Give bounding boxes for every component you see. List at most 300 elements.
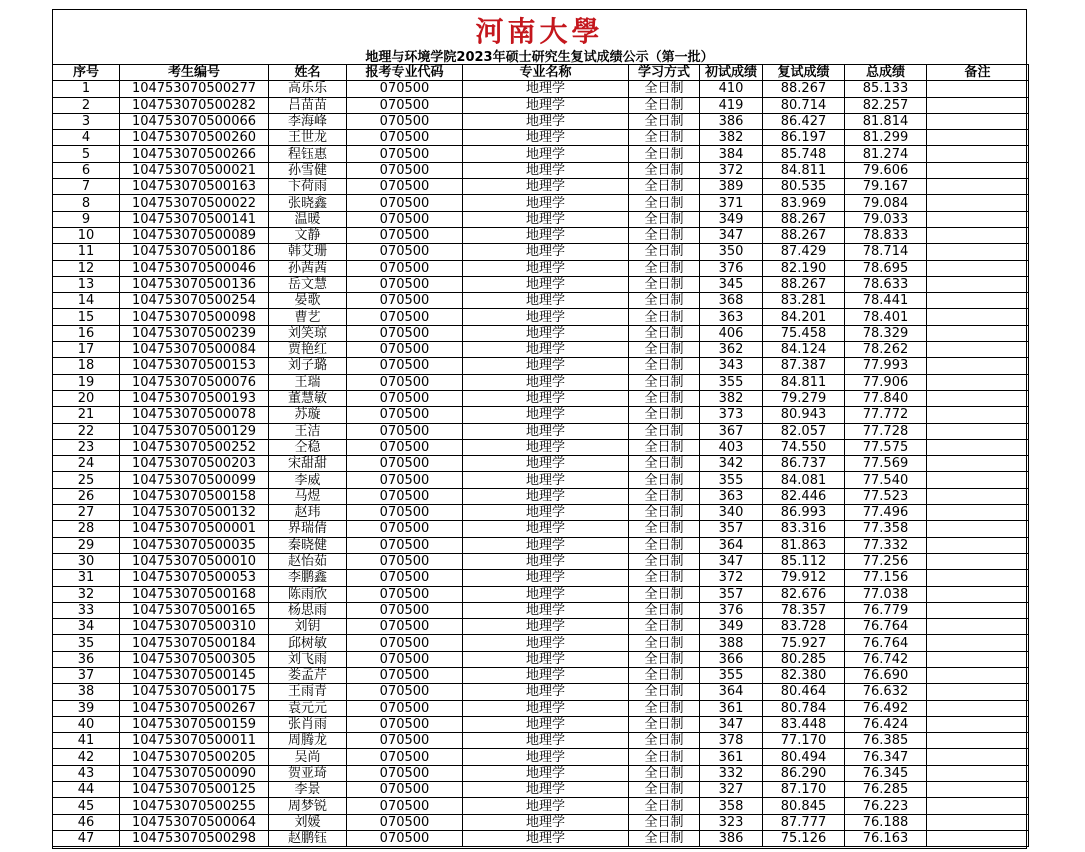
- cell-name: 王瑞: [269, 374, 347, 390]
- cell-candidate-id: 104753070500153: [120, 358, 269, 374]
- cell-retest-score: 84.811: [763, 162, 845, 178]
- cell-major-code: 070500: [347, 358, 463, 374]
- cell-major-name: 地理学: [463, 374, 629, 390]
- cell-name: 刘子璐: [269, 358, 347, 374]
- cell-study-mode: 全日制: [629, 749, 700, 765]
- cell-total-score: 78.262: [845, 342, 927, 358]
- cell-prelim-score: 342: [700, 456, 763, 472]
- table-row: [53, 586, 1029, 602]
- cell-candidate-id: 104753070500305: [120, 651, 269, 667]
- cell-candidate-id: 104753070500260: [120, 130, 269, 146]
- cell-total-score: 79.167: [845, 179, 927, 195]
- cell-total-score: 78.329: [845, 325, 927, 341]
- cell-major-code: 070500: [347, 456, 463, 472]
- cell-total-score: 76.424: [845, 716, 927, 732]
- cell-retest-score: 82.190: [763, 260, 845, 276]
- cell-total-score: 76.223: [845, 798, 927, 814]
- cell-retest-score: 84.081: [763, 472, 845, 488]
- cell-remarks: [927, 505, 1029, 521]
- cell-name: 吕苗苗: [269, 97, 347, 113]
- cell-prelim-score: 347: [700, 716, 763, 732]
- cell-remarks: [927, 276, 1029, 292]
- cell-major-name: 地理学: [463, 130, 629, 146]
- table-row: [53, 602, 1029, 618]
- cell-candidate-id: 104753070500310: [120, 619, 269, 635]
- cell-remarks: [927, 553, 1029, 569]
- cell-name: 娄孟芹: [269, 667, 347, 683]
- cell-major-name: 地理学: [463, 684, 629, 700]
- cell-remarks: [927, 342, 1029, 358]
- cell-study-mode: 全日制: [629, 472, 700, 488]
- cell-study-mode: 全日制: [629, 716, 700, 732]
- table-row: [53, 684, 1029, 700]
- cell-name: 刘笑琼: [269, 325, 347, 341]
- cell-name: 赵鹏钰: [269, 830, 347, 846]
- cell-remarks: [927, 407, 1029, 423]
- cell-prelim-score: 384: [700, 146, 763, 162]
- cell-index: 36: [53, 651, 120, 667]
- cell-candidate-id: 104753070500252: [120, 439, 269, 455]
- cell-prelim-score: 410: [700, 81, 763, 97]
- cell-major-name: 地理学: [463, 570, 629, 586]
- cell-retest-score: 85.112: [763, 553, 845, 569]
- cell-total-score: 76.345: [845, 765, 927, 781]
- table-row: [53, 716, 1029, 732]
- cell-index: 47: [53, 830, 120, 846]
- header-prelim-score: 初试成绩: [700, 65, 763, 81]
- cell-retest-score: 79.279: [763, 390, 845, 406]
- cell-major-name: 地理学: [463, 716, 629, 732]
- cell-candidate-id: 104753070500282: [120, 97, 269, 113]
- cell-name: 孙雪健: [269, 162, 347, 178]
- cell-major-code: 070500: [347, 619, 463, 635]
- cell-retest-score: 80.285: [763, 651, 845, 667]
- cell-retest-score: 86.427: [763, 113, 845, 129]
- cell-major-name: 地理学: [463, 146, 629, 162]
- cell-retest-score: 84.201: [763, 309, 845, 325]
- cell-candidate-id: 104753070500132: [120, 505, 269, 521]
- cell-major-code: 070500: [347, 765, 463, 781]
- cell-study-mode: 全日制: [629, 342, 700, 358]
- table-row: [53, 81, 1029, 97]
- cell-index: 45: [53, 798, 120, 814]
- table-row: [53, 521, 1029, 537]
- cell-name: 苏璇: [269, 407, 347, 423]
- cell-candidate-id: 104753070500129: [120, 423, 269, 439]
- cell-total-score: 76.385: [845, 733, 927, 749]
- cell-index: 41: [53, 733, 120, 749]
- cell-prelim-score: 355: [700, 667, 763, 683]
- cell-prelim-score: 345: [700, 276, 763, 292]
- cell-total-score: 79.606: [845, 162, 927, 178]
- table-row: [53, 390, 1029, 406]
- table-row: [53, 619, 1029, 635]
- cell-major-name: 地理学: [463, 407, 629, 423]
- cell-major-name: 地理学: [463, 749, 629, 765]
- cell-candidate-id: 104753070500205: [120, 749, 269, 765]
- cell-candidate-id: 104753070500099: [120, 472, 269, 488]
- cell-total-score: 77.256: [845, 553, 927, 569]
- cell-prelim-score: 349: [700, 211, 763, 227]
- table-row: [53, 276, 1029, 292]
- cell-retest-score: 88.267: [763, 276, 845, 292]
- cell-remarks: [927, 586, 1029, 602]
- cell-remarks: [927, 684, 1029, 700]
- cell-major-name: 地理学: [463, 276, 629, 292]
- header-study-mode: 学习方式: [629, 65, 700, 81]
- header-total-score: 总成绩: [845, 65, 927, 81]
- cell-major-code: 070500: [347, 602, 463, 618]
- cell-name: 吴尚: [269, 749, 347, 765]
- table-row: [53, 423, 1029, 439]
- table-body: [53, 81, 1029, 847]
- cell-retest-score: 78.357: [763, 602, 845, 618]
- cell-name: 宋甜甜: [269, 456, 347, 472]
- cell-retest-score: 82.057: [763, 423, 845, 439]
- cell-total-score: 76.779: [845, 602, 927, 618]
- cell-major-name: 地理学: [463, 260, 629, 276]
- table-row: [53, 765, 1029, 781]
- cell-index: 6: [53, 162, 120, 178]
- cell-major-name: 地理学: [463, 456, 629, 472]
- table-row: [53, 211, 1029, 227]
- cell-name: 韩艾珊: [269, 244, 347, 260]
- table-row: [53, 260, 1029, 276]
- cell-name: 程钰惠: [269, 146, 347, 162]
- cell-major-code: 070500: [347, 325, 463, 341]
- score-sheet: [52, 9, 1027, 849]
- cell-index: 17: [53, 342, 120, 358]
- cell-major-name: 地理学: [463, 667, 629, 683]
- cell-remarks: [927, 179, 1029, 195]
- cell-index: 11: [53, 244, 120, 260]
- cell-total-score: 79.084: [845, 195, 927, 211]
- cell-remarks: [927, 162, 1029, 178]
- cell-remarks: [927, 602, 1029, 618]
- cell-name: 周梦锐: [269, 798, 347, 814]
- cell-major-name: 地理学: [463, 619, 629, 635]
- cell-prelim-score: 340: [700, 505, 763, 521]
- table-row: [53, 472, 1029, 488]
- cell-retest-score: 87.429: [763, 244, 845, 260]
- table-row: [53, 733, 1029, 749]
- cell-prelim-score: 364: [700, 684, 763, 700]
- cell-name: 李景: [269, 782, 347, 798]
- cell-retest-score: 88.267: [763, 227, 845, 243]
- cell-retest-score: 86.290: [763, 765, 845, 781]
- cell-index: 18: [53, 358, 120, 374]
- cell-prelim-score: 403: [700, 439, 763, 455]
- cell-index: 34: [53, 619, 120, 635]
- cell-candidate-id: 104753070500076: [120, 374, 269, 390]
- cell-index: 32: [53, 586, 120, 602]
- cell-remarks: [927, 749, 1029, 765]
- table-row: [53, 505, 1029, 521]
- cell-major-code: 070500: [347, 521, 463, 537]
- cell-name: 董慧敏: [269, 390, 347, 406]
- cell-index: 12: [53, 260, 120, 276]
- cell-candidate-id: 104753070500266: [120, 146, 269, 162]
- cell-total-score: 76.188: [845, 814, 927, 830]
- cell-total-score: 77.906: [845, 374, 927, 390]
- table-row: [53, 814, 1029, 830]
- cell-total-score: 77.038: [845, 586, 927, 602]
- cell-total-score: 77.496: [845, 505, 927, 521]
- table-row: [53, 97, 1029, 113]
- cell-major-name: 地理学: [463, 113, 629, 129]
- cell-major-name: 地理学: [463, 651, 629, 667]
- cell-retest-score: 87.170: [763, 782, 845, 798]
- cell-major-name: 地理学: [463, 342, 629, 358]
- table-row: [53, 667, 1029, 683]
- table-row: [53, 553, 1029, 569]
- cell-index: 7: [53, 179, 120, 195]
- cell-remarks: [927, 814, 1029, 830]
- cell-total-score: 77.772: [845, 407, 927, 423]
- cell-candidate-id: 104753070500163: [120, 179, 269, 195]
- cell-total-score: 76.690: [845, 667, 927, 683]
- table-row: [53, 537, 1029, 553]
- cell-major-code: 070500: [347, 211, 463, 227]
- cell-index: 19: [53, 374, 120, 390]
- cell-major-code: 070500: [347, 716, 463, 732]
- cell-major-code: 070500: [347, 537, 463, 553]
- cell-remarks: [927, 211, 1029, 227]
- cell-remarks: [927, 439, 1029, 455]
- cell-prelim-score: 372: [700, 570, 763, 586]
- cell-candidate-id: 104753070500145: [120, 667, 269, 683]
- cell-major-name: 地理学: [463, 765, 629, 781]
- cell-name: 袁元元: [269, 700, 347, 716]
- cell-major-name: 地理学: [463, 358, 629, 374]
- cell-index: 28: [53, 521, 120, 537]
- cell-index: 2: [53, 97, 120, 113]
- cell-index: 24: [53, 456, 120, 472]
- cell-major-name: 地理学: [463, 521, 629, 537]
- cell-major-code: 070500: [347, 798, 463, 814]
- cell-major-code: 070500: [347, 130, 463, 146]
- table-row: [53, 749, 1029, 765]
- cell-major-code: 070500: [347, 651, 463, 667]
- cell-major-code: 070500: [347, 97, 463, 113]
- cell-retest-score: 75.927: [763, 635, 845, 651]
- table-row: [53, 635, 1029, 651]
- cell-study-mode: 全日制: [629, 407, 700, 423]
- cell-prelim-score: 332: [700, 765, 763, 781]
- cell-total-score: 76.764: [845, 635, 927, 651]
- cell-prelim-score: 347: [700, 553, 763, 569]
- cell-major-code: 070500: [347, 586, 463, 602]
- cell-retest-score: 87.777: [763, 814, 845, 830]
- cell-remarks: [927, 733, 1029, 749]
- cell-candidate-id: 104753070500090: [120, 765, 269, 781]
- table-header-row: [53, 65, 1029, 81]
- cell-candidate-id: 104753070500159: [120, 716, 269, 732]
- cell-name: 张晓鑫: [269, 195, 347, 211]
- cell-retest-score: 80.714: [763, 97, 845, 113]
- cell-study-mode: 全日制: [629, 325, 700, 341]
- cell-total-score: 81.299: [845, 130, 927, 146]
- cell-index: 15: [53, 309, 120, 325]
- cell-prelim-score: 419: [700, 97, 763, 113]
- cell-remarks: [927, 830, 1029, 846]
- table-row: [53, 113, 1029, 129]
- cell-candidate-id: 104753070500141: [120, 211, 269, 227]
- cell-study-mode: 全日制: [629, 374, 700, 390]
- cell-name: 李鹏鑫: [269, 570, 347, 586]
- cell-remarks: [927, 619, 1029, 635]
- cell-candidate-id: 104753070500001: [120, 521, 269, 537]
- cell-total-score: 76.163: [845, 830, 927, 846]
- table-row: [53, 798, 1029, 814]
- cell-major-code: 070500: [347, 782, 463, 798]
- cell-total-score: 76.285: [845, 782, 927, 798]
- table-row: [53, 456, 1029, 472]
- cell-name: 高乐乐: [269, 81, 347, 97]
- cell-index: 4: [53, 130, 120, 146]
- cell-total-score: 85.133: [845, 81, 927, 97]
- cell-candidate-id: 104753070500158: [120, 488, 269, 504]
- cell-name: 孙茜茜: [269, 260, 347, 276]
- cell-retest-score: 83.969: [763, 195, 845, 211]
- cell-total-score: 79.033: [845, 211, 927, 227]
- cell-prelim-score: 327: [700, 782, 763, 798]
- cell-major-code: 070500: [347, 260, 463, 276]
- cell-major-name: 地理学: [463, 227, 629, 243]
- cell-name: 杨思雨: [269, 602, 347, 618]
- cell-index: 10: [53, 227, 120, 243]
- cell-index: 30: [53, 553, 120, 569]
- cell-total-score: 76.742: [845, 651, 927, 667]
- cell-study-mode: 全日制: [629, 211, 700, 227]
- cell-candidate-id: 104753070500010: [120, 553, 269, 569]
- cell-name: 曹艺: [269, 309, 347, 325]
- cell-study-mode: 全日制: [629, 602, 700, 618]
- cell-total-score: 77.358: [845, 521, 927, 537]
- cell-major-code: 070500: [347, 472, 463, 488]
- cell-prelim-score: 355: [700, 472, 763, 488]
- cell-major-name: 地理学: [463, 586, 629, 602]
- table-row: [53, 195, 1029, 211]
- cell-total-score: 77.993: [845, 358, 927, 374]
- cell-major-code: 070500: [347, 830, 463, 846]
- cell-major-name: 地理学: [463, 423, 629, 439]
- header-index: 序号: [53, 65, 120, 81]
- cell-major-name: 地理学: [463, 733, 629, 749]
- cell-retest-score: 80.494: [763, 749, 845, 765]
- cell-prelim-score: 349: [700, 619, 763, 635]
- header-remarks: 备注: [927, 65, 1029, 81]
- cell-index: 38: [53, 684, 120, 700]
- cell-major-name: 地理学: [463, 211, 629, 227]
- cell-major-code: 070500: [347, 423, 463, 439]
- cell-remarks: [927, 651, 1029, 667]
- cell-study-mode: 全日制: [629, 130, 700, 146]
- cell-study-mode: 全日制: [629, 700, 700, 716]
- cell-major-name: 地理学: [463, 244, 629, 260]
- cell-retest-score: 77.170: [763, 733, 845, 749]
- cell-major-code: 070500: [347, 146, 463, 162]
- cell-study-mode: 全日制: [629, 179, 700, 195]
- cell-study-mode: 全日制: [629, 390, 700, 406]
- cell-index: 42: [53, 749, 120, 765]
- cell-index: 3: [53, 113, 120, 129]
- cell-prelim-score: 371: [700, 195, 763, 211]
- header-candidate-id: 考生编号: [120, 65, 269, 81]
- cell-prelim-score: 363: [700, 309, 763, 325]
- cell-major-name: 地理学: [463, 830, 629, 846]
- header-name: 姓名: [269, 65, 347, 81]
- cell-major-code: 070500: [347, 374, 463, 390]
- cell-major-code: 070500: [347, 684, 463, 700]
- cell-name: 邱树敏: [269, 635, 347, 651]
- cell-major-code: 070500: [347, 635, 463, 651]
- cell-retest-score: 86.197: [763, 130, 845, 146]
- cell-study-mode: 全日制: [629, 765, 700, 781]
- cell-major-name: 地理学: [463, 798, 629, 814]
- cell-major-name: 地理学: [463, 472, 629, 488]
- cell-prelim-score: 357: [700, 586, 763, 602]
- cell-candidate-id: 104753070500203: [120, 456, 269, 472]
- table-row: [53, 700, 1029, 716]
- cell-study-mode: 全日制: [629, 570, 700, 586]
- cell-candidate-id: 104753070500064: [120, 814, 269, 830]
- cell-retest-score: 75.126: [763, 830, 845, 846]
- cell-major-code: 070500: [347, 227, 463, 243]
- cell-remarks: [927, 472, 1029, 488]
- cell-major-code: 070500: [347, 342, 463, 358]
- cell-prelim-score: 368: [700, 293, 763, 309]
- cell-prelim-score: 378: [700, 733, 763, 749]
- cell-remarks: [927, 358, 1029, 374]
- cell-index: 25: [53, 472, 120, 488]
- cell-index: 9: [53, 211, 120, 227]
- cell-name: 赵怡茹: [269, 553, 347, 569]
- cell-total-score: 76.764: [845, 619, 927, 635]
- cell-total-score: 78.833: [845, 227, 927, 243]
- cell-retest-score: 75.458: [763, 325, 845, 341]
- cell-remarks: [927, 227, 1029, 243]
- cell-index: 14: [53, 293, 120, 309]
- cell-study-mode: 全日制: [629, 439, 700, 455]
- table-row: [53, 488, 1029, 504]
- cell-study-mode: 全日制: [629, 814, 700, 830]
- cell-prelim-score: 376: [700, 602, 763, 618]
- cell-index: 20: [53, 390, 120, 406]
- cell-major-code: 070500: [347, 390, 463, 406]
- cell-name: 界瑞倩: [269, 521, 347, 537]
- cell-major-code: 070500: [347, 244, 463, 260]
- cell-study-mode: 全日制: [629, 456, 700, 472]
- cell-major-name: 地理学: [463, 553, 629, 569]
- cell-major-code: 070500: [347, 439, 463, 455]
- cell-study-mode: 全日制: [629, 260, 700, 276]
- cell-name: 文静: [269, 227, 347, 243]
- cell-major-name: 地理学: [463, 162, 629, 178]
- cell-study-mode: 全日制: [629, 81, 700, 97]
- cell-total-score: 77.575: [845, 439, 927, 455]
- cell-index: 21: [53, 407, 120, 423]
- cell-candidate-id: 104753070500254: [120, 293, 269, 309]
- cell-remarks: [927, 195, 1029, 211]
- cell-index: 46: [53, 814, 120, 830]
- cell-remarks: [927, 244, 1029, 260]
- cell-name: 马煜: [269, 488, 347, 504]
- cell-index: 31: [53, 570, 120, 586]
- cell-total-score: 77.569: [845, 456, 927, 472]
- cell-study-mode: 全日制: [629, 537, 700, 553]
- cell-retest-score: 83.316: [763, 521, 845, 537]
